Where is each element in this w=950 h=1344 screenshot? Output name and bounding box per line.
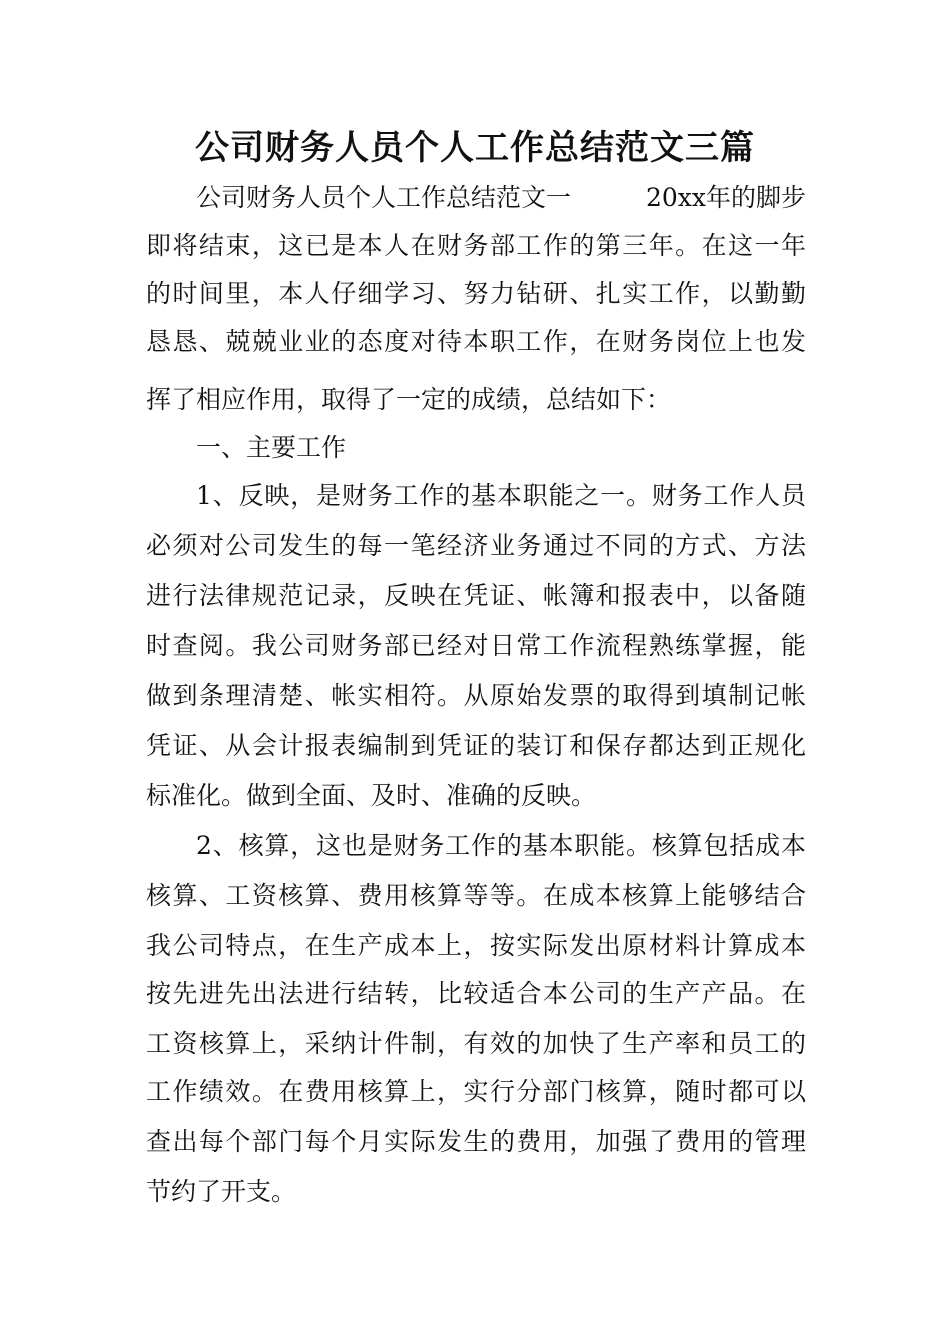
text-line: 查出每个部门每个月实际发生的费用，加强了费用的管理 (146, 1127, 806, 1156)
text-line: 进行法律规范记录，反映在凭证、帐簿和报表中，以备随 (146, 581, 806, 610)
text-line: 核算、工资核算、费用核算等等。在成本核算上能够结合 (146, 881, 806, 910)
text-line: 即将结束，这已是本人在财务部工作的第三年。在这一年 (146, 231, 806, 260)
text-line: 工资核算上，采纳计件制，有效的加快了生产率和员工的 (146, 1029, 806, 1058)
text-line: 标准化。做到全面、及时、准确的反映。 (146, 781, 597, 810)
text-line: 做到条理清楚、帐实相符。从原始发票的取得到填制记帐 (146, 681, 806, 710)
text-line: 我公司特点，在生产成本上，按实际发出原材料计算成本 (146, 931, 806, 960)
text-line: 节约了开支。 (146, 1177, 297, 1206)
text-line: 工作绩效。在费用核算上，实行分部门核算，随时都可以 (146, 1077, 806, 1106)
text-line: 按先进先出法进行结转，比较适合本公司的生产产品。在 (146, 979, 806, 1008)
document-title: 公司财务人员个人工作总结范文三篇 (195, 128, 755, 168)
text-line: 凭证、从会计报表编制到凭证的装订和保存都达到正规化 (146, 731, 806, 760)
text-segment: 公司财务人员个人工作总结范文一 (196, 183, 572, 212)
text-line: 挥了相应作用，取得了一定的成绩，总结如下： (146, 385, 672, 414)
text-line (196, 174, 806, 222)
text-line: 2、核算，这也是财务工作的基本职能。核算包括成本 (196, 831, 806, 860)
section-heading: 一、主要工作 (196, 433, 347, 462)
text-line: 时查阅。我公司财务部已经对日常工作流程熟练掌握，能 (146, 631, 806, 660)
text-line: 的时间里，本人仔细学习、努力钻研、扎实工作，以勤勤 (146, 279, 806, 308)
text-line: 必须对公司发生的每一笔经济业务通过不同的方式、方法 (146, 531, 806, 560)
text-segment: 20xx年的脚步 (646, 183, 806, 212)
text-line: 1、反映，是财务工作的基本职能之一。财务工作人员 (196, 481, 806, 510)
text-line: 恳恳、兢兢业业的态度对待本职工作，在财务岗位上也发 (146, 327, 806, 356)
